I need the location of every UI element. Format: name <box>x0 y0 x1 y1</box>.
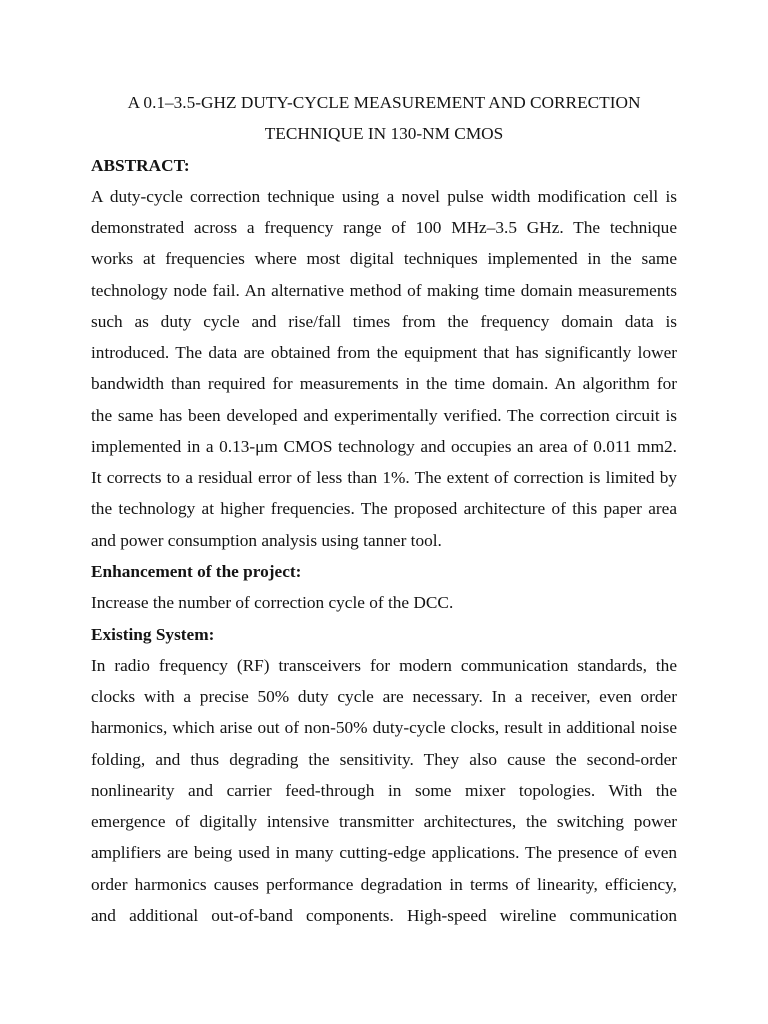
abstract-heading: ABSTRACT: <box>91 155 190 175</box>
abstract-line: implemented in a 0.13-μm CMOS technology and occupies an area of 0.011 mm2. <box>91 436 677 456</box>
existing-system-section <box>91 619 677 932</box>
abstract-line: the technology at higher frequencies. The proposed architecture of this paper area <box>91 499 677 519</box>
abstract-line: demonstrated across a frequency range of 100 MHz–3.5 GHz. The technique <box>91 218 677 238</box>
existing-system-line: harmonics, which arise out of non-50% duty-cycle clocks, result in additional noise <box>91 718 677 738</box>
existing-system-line: clocks with a precise 50% duty cycle are necessary. In a receiver, even order <box>91 687 677 707</box>
existing-system-line: amplifiers are being used in many cutting-edge applications. The presence of even <box>91 843 677 863</box>
existing-system-line: In radio frequency (RF) transceivers for modern communication standards, the <box>91 655 677 675</box>
title-line: A 0.1–3.5-GHZ DUTY-CYCLE MEASUREMENT AND CORRECTION <box>127 93 641 112</box>
enhancement-section <box>91 556 677 619</box>
abstract-line: introduced. The data are obtained from the equipment that has significantly lower <box>91 343 677 363</box>
abstract-line: such as duty cycle and rise/fall times from the frequency domain data is <box>91 311 677 331</box>
existing-system-line: order harmonics causes performance degradation in terms of linearity, efficiency, <box>91 874 677 894</box>
abstract-line: A duty-cycle correction technique using a novel pulse width modification cell is <box>91 186 677 206</box>
title-block <box>91 87 677 150</box>
existing-system-line: and additional out-of-band components. High-speed wireline communication <box>91 905 677 925</box>
existing-system-line: emergence of digitally intensive transmitter architectures, the switching power <box>91 812 677 832</box>
abstract-line: bandwidth than required for measurements in the time domain. An algorithm for <box>91 374 677 394</box>
existing-system-line: nonlinearity and carrier feed-through in some mixer topologies. With the <box>91 780 677 800</box>
enhancement-text: Increase the number of correction cycle of the DCC. <box>91 593 454 613</box>
abstract-line: It corrects to a residual error of less than 1%. The extent of correction is limited by <box>91 468 677 488</box>
abstract-line: the same has been developed and experimentally verified. The correction circuit is <box>91 405 677 425</box>
title-line: TECHNIQUE IN 130-NM CMOS <box>264 124 504 144</box>
document-page <box>91 87 677 931</box>
abstract-section <box>91 150 677 556</box>
existing-system-heading: Existing System: <box>91 624 215 644</box>
abstract-line: technology node fail. An alternative method of making time domain measurements <box>91 280 677 300</box>
abstract-line: and power consumption analysis using tanner tool. <box>91 530 442 550</box>
abstract-line: works at frequencies where most digital techniques implemented in the same <box>91 249 677 269</box>
existing-system-line: folding, and thus degrading the sensitivity. They also cause the second-order <box>91 749 677 769</box>
enhancement-heading: Enhancement of the project: <box>91 561 302 581</box>
